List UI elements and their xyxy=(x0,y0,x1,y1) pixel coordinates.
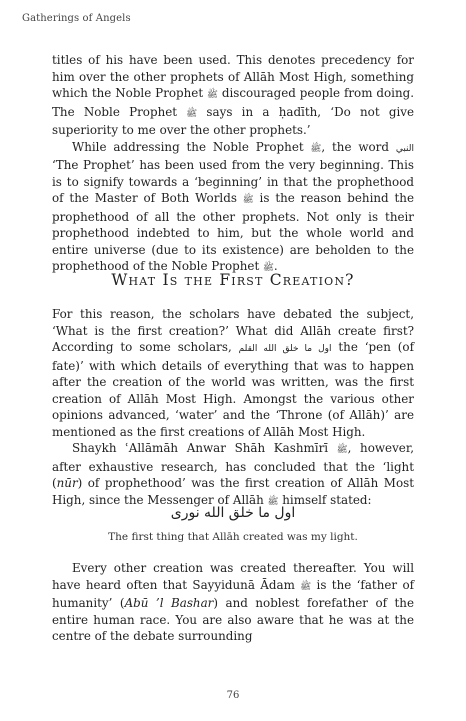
salutation-icon: ﷺ xyxy=(242,195,254,205)
salutation-icon: ﷺ xyxy=(207,90,218,100)
arabic-word: النبي xyxy=(395,143,415,154)
paragraph: titles of his have been used. This denotes precedency for him over the other prophets of Allāh Most High, something which the Noble Prophet ﷺ discouraged people from doing. The Noble Prophet ﷺ says in a ḥadīth, ‘Do not give superiority to me over the other prophets.’ xyxy=(52,53,415,137)
body-text-block-3 xyxy=(52,560,414,645)
page-number: 76 xyxy=(226,690,240,701)
paragraph: Shaykh ʿAllāmāh Anwar Shāh Kashmīrī ﷺ, however, after exhaustive research, has concluded that the ‘light (nūr) of prophethood’ was the first creation of Allāh Most High, since the Messenger of Allāh ﷺ himself stated: xyxy=(52,441,414,507)
paragraph: While addressing the Noble Prophet ﷺ, the word النبي ‘The Prophet’ has been used from the very beginning. This is to signify towards a ‘beginning’ in that the prophethood of the Master of Both Worlds ﷺ is the reason behind the prophethood of all the other prophets. Not only is their prophethood indebted to him, but the whole world and entire universe (due to its existence) are beholden to the prophethood of the Noble Prophet ﷺ. xyxy=(52,139,415,273)
salutation-icon: ﷺ xyxy=(310,143,322,154)
section-heading: What Is the First Creation? xyxy=(111,271,355,289)
paragraph: Every other creation was created thereafter. You will have heard often that Sayyidunā Ādam ﷺ is the ‘father of humanity’ (Abū ’l Bashar) and noblest forefather of the entire human race. You are also aware that he was at the centre of the debate surrounding xyxy=(52,561,415,643)
paragraph: For this reason, the scholars have debated the subject, ‘What is the first creation?’ What did Allāh create first? According to some scholars, اول ما خلق الله القلم the ‘pen (of fate)’ with which details of everything that was to happen after the creation of the world was written, was the first creation of Allāh Most High. Amongst the various other opinions advanced, ‘water’ and the ‘Throne (of Allāh)’ are mentioned as the first creations of Allāh Most High. xyxy=(52,307,414,439)
body-text-block-1 xyxy=(52,52,414,277)
running-head: Gatherings of Angels xyxy=(22,13,131,24)
salutation-icon: ﷺ xyxy=(186,108,198,119)
arabic-phrase: اول ما خلق الله القلم xyxy=(238,344,332,354)
arabic-quote: اول ما خلق الله نوری xyxy=(170,505,296,521)
salutation-icon: ﷺ xyxy=(300,581,312,592)
salutation-icon: ﷺ xyxy=(336,445,348,455)
salutation-icon: ﷺ xyxy=(263,263,274,273)
salutation-icon: ﷺ xyxy=(267,496,279,507)
body-text-block-2 xyxy=(52,306,414,510)
quote-translation: The first thing that Allāh created was my light. xyxy=(108,531,358,543)
